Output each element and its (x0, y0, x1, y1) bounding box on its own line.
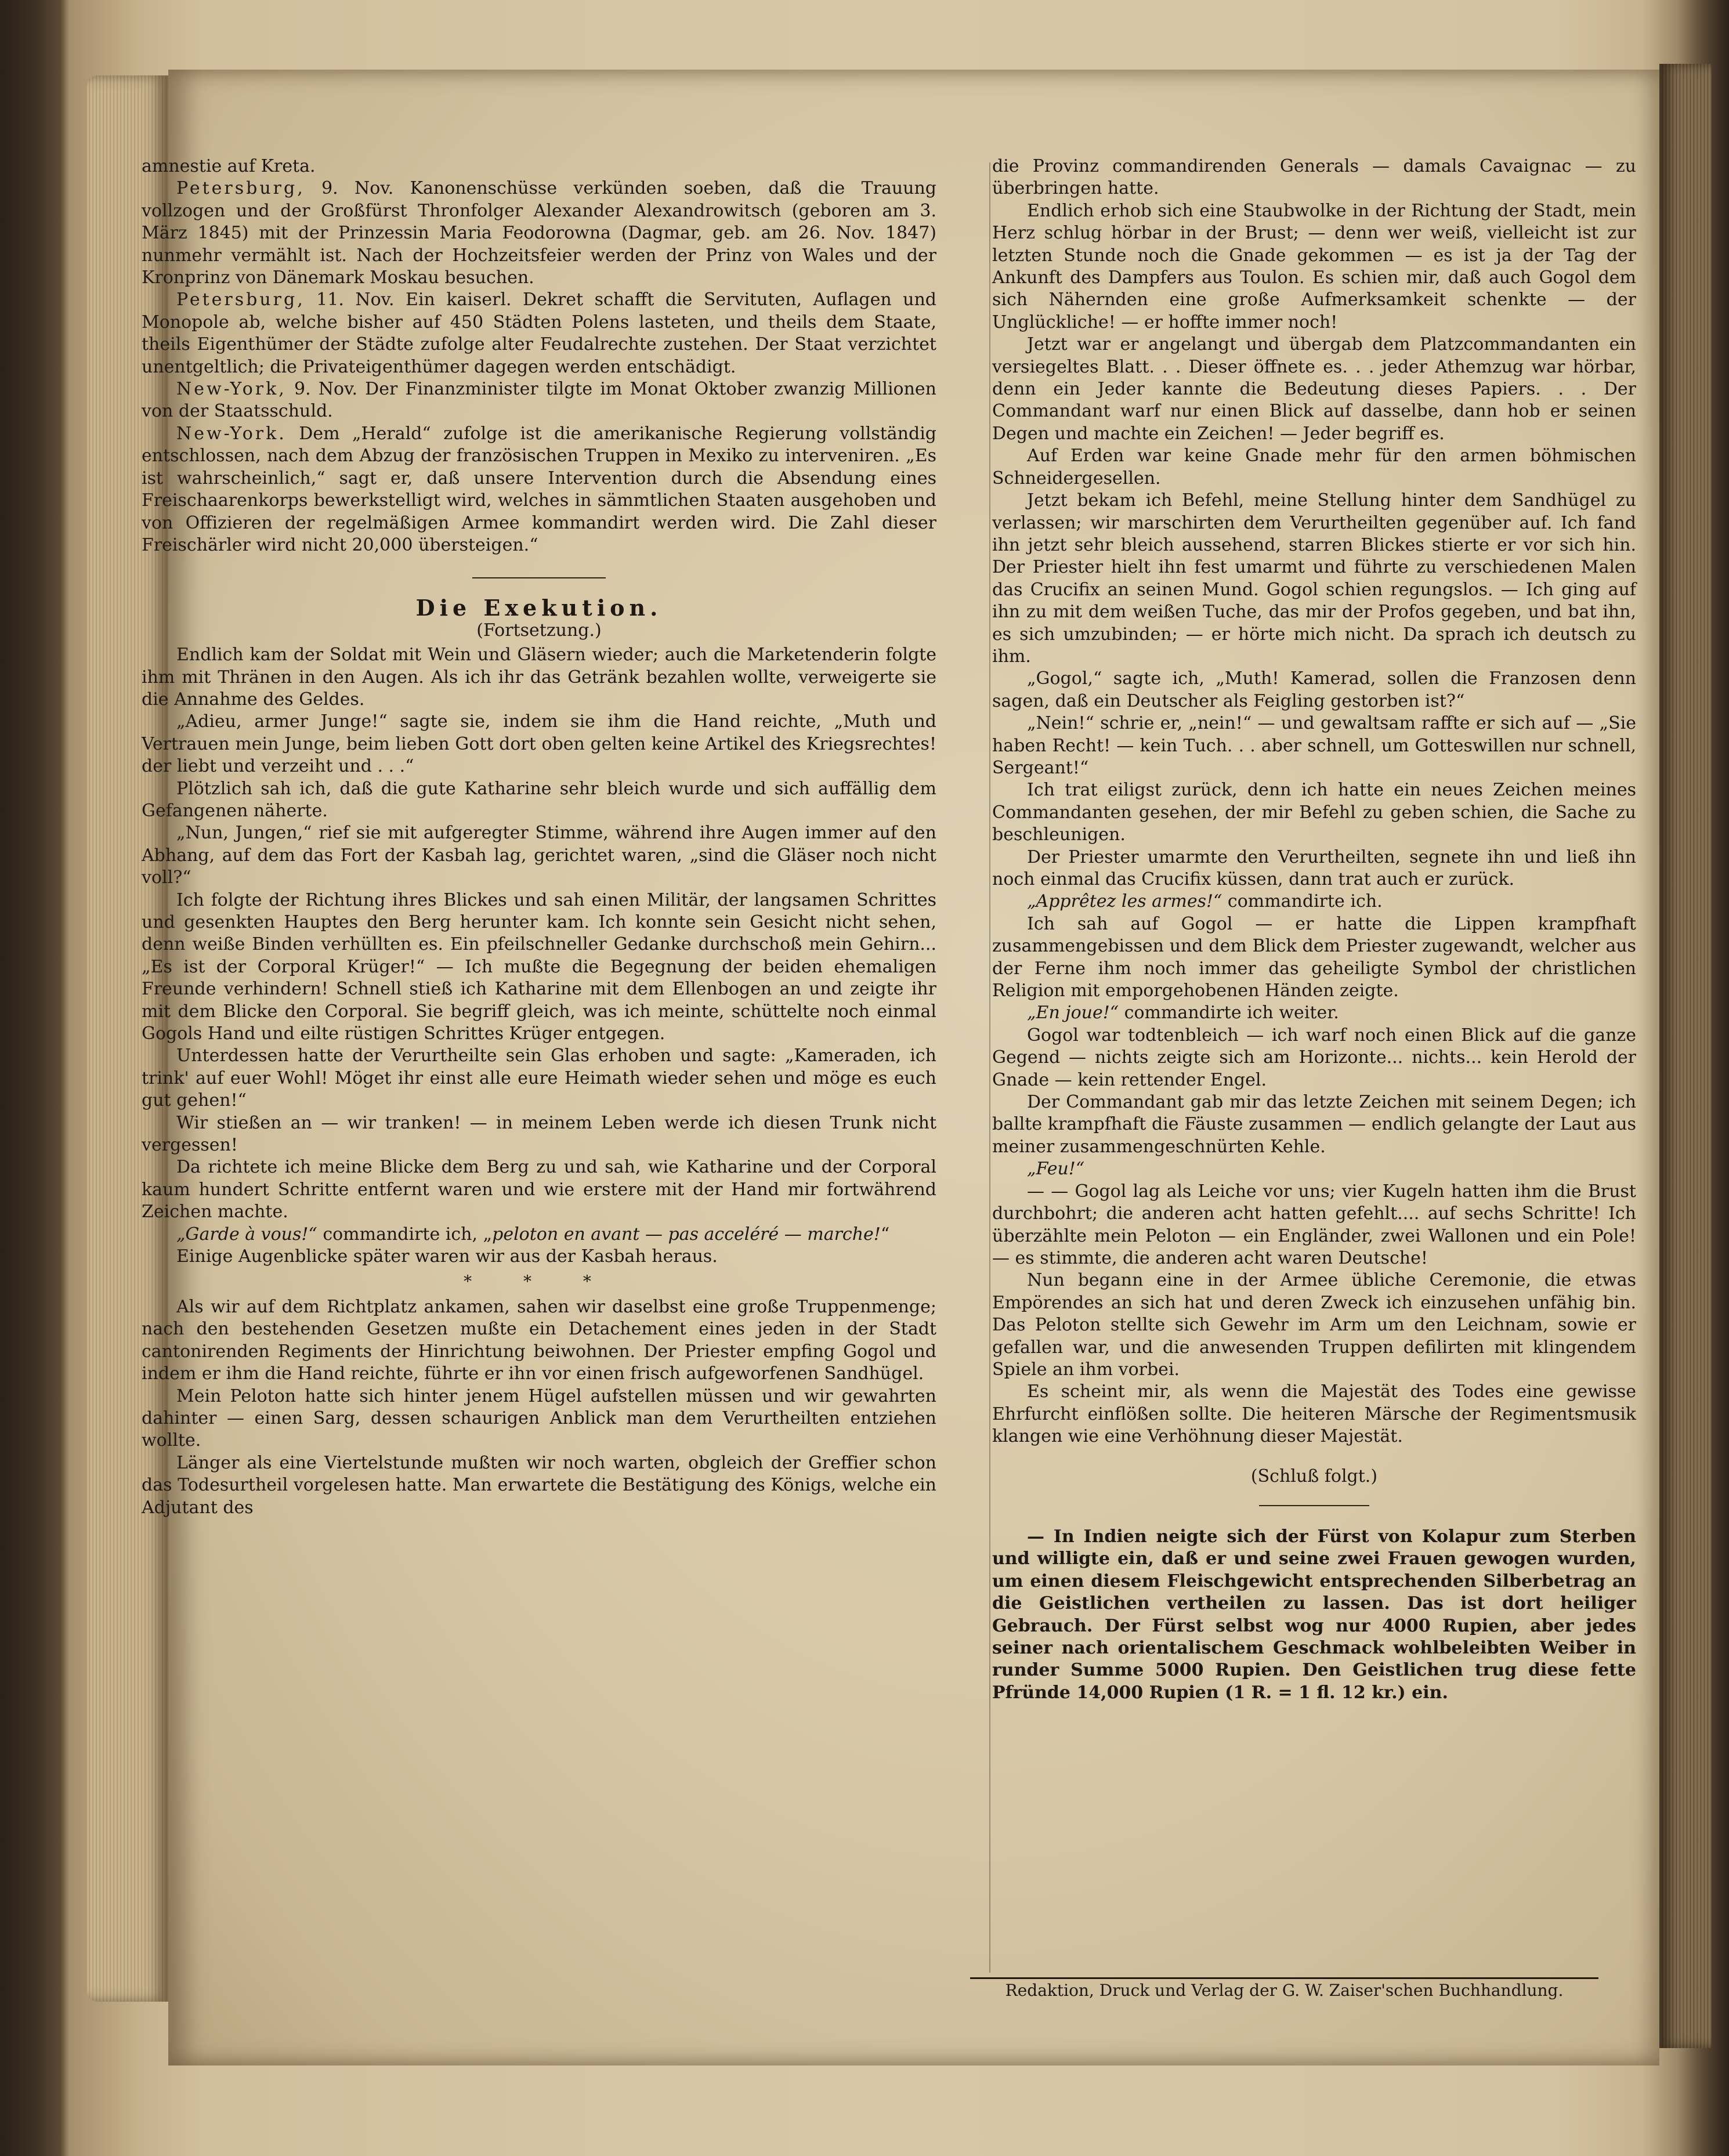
french-command: „Apprêtez les armes!“ (1027, 891, 1222, 912)
story-paragraph: Länger als eine Viertelstunde mußten wir noch warten, obgleich der Greffier schon das Todesurtheil vorgelesen hatte. Man erwartete die Bestätigung des Königs, welche ein Adjutant des (142, 1452, 936, 1518)
story-paragraph: Nun begann eine in der Armee übliche Ceremonie, die etwas Empörendes an sich hat und deren Zweck ich einzusehen unfähig bin. Das Peloton stellte sich Gewehr im Arm um den Leichnam, sowie er gefallen war, und die anwesenden Truppen defilirten mit klingendem Spiele an ihm vorbei. (992, 1270, 1636, 1380)
story-paragraph: „Gogol,“ sagte ich, „Muth! Kamerad, sollen die Franzosen denn sagen, daß ein Deutscher als Feigling gestorben ist?“ (992, 668, 1636, 711)
story-paragraph: „Nun, Jungen,“ rief sie mit aufgeregter Stimme, während ihre Augen immer auf den Abhang, auf dem das Fort der Kasbah lag, gerichtet waren, „sind die Gläser noch nicht voll?“ (142, 823, 936, 888)
story-paragraph: Jetzt war er angelangt und übergab dem Platzcommandanten ein versiegeltes Blatt. . . Dieser öffnete es. . . jeder Athemzug war hörbar, denn ein Jeder kannte die Bedeutung dieses Papiers. . . Der Commandant warf nur einen Blick auf dasselbe, dann hob er seinen Degen und machte ein Zeichen! — Jeder begriff es. (992, 334, 1636, 444)
story-text: “ (880, 1224, 890, 1245)
section-rule (1259, 1505, 1369, 1506)
dateline-place: Petersburg, (176, 178, 305, 199)
story-paragraph: „Adieu, armer Junge!“ sagte sie, indem sie ihm die Hand reichte, „Muth und Vertrauen mein Junge, beim lieben Gott dort oben gelten keine Artikel des Kriegsrechtes! der liebt und verzeiht und . . .“ (142, 711, 936, 777)
news-india: — In Indien neigte sich der Fürst von Kolapur zum Sterben und willigte ein, daß er und seine zwei Frauen gewogen wurden, um einen diesem Fleischgewicht entsprechenden Silberbetrag an die Geistlichen vertheilen zu lassen. Das ist dort heiliger Gebrauch. Der Fürst selbst wog nur 4000 Rupien, aber jedes seiner nach orientalischem Geschmack wohlbeleibten Weiber in runder Summe 5000 Rupien. Den Geistlichen trug diese fette Pfründe 14,000 Rupien (1 R. = 1 fl. 12 kr.) ein. (992, 1526, 1636, 1703)
story-paragraph: Plötzlich sah ich, daß die gute Katharine sehr bleich wurde und sich auffällig dem Gefangenen näherte. (142, 778, 936, 821)
news-newyork-2 (142, 423, 936, 556)
opening-line: amnestie auf Kreta. (142, 156, 316, 176)
to-be-continued: (Schluß folgt.) (1250, 1466, 1378, 1486)
french-command: „Garde à vous!“ (176, 1224, 317, 1245)
story-paragraph: Auf Erden war keine Gnade mehr für den armen böhmischen Schneidergesellen. (992, 446, 1636, 489)
story-paragraph: Gogol war todtenbleich — ich warf noch einen Blick auf die ganze Gegend — nichts zeigte sich am Horizonte... nichts... kein Herold der Gnade — kein rettender Engel. (992, 1025, 1636, 1090)
asterism: * * * (464, 1271, 614, 1291)
dateline-place: Petersburg, (176, 290, 305, 310)
story-paragraph: Jetzt bekam ich Befehl, meine Stellung hinter dem Sandhügel zu verlassen; wir marschirten dem Verurtheilten gegenüber auf. Ich fand ihn jetzt sehr bleich aussehend, starren Blickes stierte er vor sich hin. Der Priester hielt ihn fest umarmt und führte zu verschiedenen Malen das Crucifix an seinen Mund. Gogol schien regungslos. — Ich ging auf ihn zu mit dem weißen Tuche, das mir der Profos gegeben, und bat ihn, es sich umzubinden; — er hörte mich nicht. Da sprach ich deutsch zu ihm. (992, 490, 1636, 667)
story-paragraph: Endlich erhob sich eine Staubwolke in der Richtung der Stadt, mein Herz schlug hörbar in der Brust; — denn wer weiß, vielleicht ist zur letzten Stunde noch die Gnade gekommen — es ist ja der Tag der Ankunft des Dampfers aus Toulon. Es schien mir, daß auch Gogol dem sich Nähernden eine große Aufmerksamkeit schenkte — der Unglückliche! — er hoffte immer noch! (992, 200, 1636, 332)
dateline-place: New-York. (176, 423, 287, 444)
imprint-rule (970, 1977, 1598, 1979)
imprint: Redaktion, Druck und Verlag der G. W. Zaiser'schen Buchhandlung. (1005, 1981, 1564, 2000)
right-column (992, 155, 1636, 1704)
dateline-place: New-York, (176, 379, 287, 400)
news-text: Dem „Herald“ zufolge ist die amerikanische Regierung vollständig entschlossen, nach dem Abzug der französischen Truppen in Mexiko zu interveniren. „Es ist wahrscheinlich,“ sagt er, daß unsere Intervention durch die Absendung eines Freischaarenkorps bewerkstelligt wird, welches in sämmtlichen Staaten ausgehoben und von Offizieren der regelmäßigen Armee kommandirt werden wird. Die Zahl dieser Freischärler wird nicht 20,000 übersteigen.“ (142, 423, 936, 555)
story-text: commandirte ich weiter. (1119, 1003, 1339, 1023)
story-paragraph: Wir stießen an — wir tranken! — in meinem Leben werde ich diesen Trunk nicht vergessen! (142, 1112, 936, 1156)
story-text: commandirte ich, „ (317, 1224, 493, 1245)
story-text: commandirte ich. (1222, 891, 1383, 912)
story-paragraph: Unterdessen hatte der Verurtheilte sein Glas erhoben und sagte: „Kameraden, ich trink' auf euer Wohl! Möget ihr einst alle eure Heimath wieder sehen und möge es euch gut gehen!“ (142, 1046, 936, 1111)
story-paragraph: Da richtete ich meine Blicke dem Berg zu und sah, wie Katharine und der Corporal kaum hundert Schritte entfernt waren und wie erstere mit der Hand mir fortwährend Zeichen machte. (142, 1157, 936, 1222)
story-paragraph: Der Priester umarmte den Verurtheilten, segnete ihn und ließ ihn noch einmal das Crucifix küssen, dann trat auch er zurück. (992, 847, 1636, 889)
section-rule (472, 577, 606, 578)
story-paragraph: die Provinz commandirenden Generals — damals Cavaignac — zu überbringen hatte. (992, 156, 1636, 199)
story-paragraph: Endlich kam der Soldat mit Wein und Gläsern wieder; auch die Marketenderin folgte ihm mit Thränen in den Augen. Als ich ihr das Getränk bezahlen wollte, verweigerte sie die Annahme des Geldes. (142, 645, 936, 710)
news-text: 11. Nov. Ein kaiserl. Dekret schafft die Servituten, Auflagen und Monopole ab, welche bisher auf 450 Städten Polens lasteten, und theils dem Staate, theils Eigenthümer der Städte zufolge alter Feudalrechte zustehen. Der Staat verzichtet unentgeltlich; die Privateigenthümer dagegen werden entschädigt. (142, 290, 936, 377)
story-paragraph: Der Commandant gab mir das letzte Zeichen mit seinem Degen; ich ballte krampfhaft die Fäuste zusammen — endlich gelangte der Laut aus meiner zusammengeschnürten Kehle. (992, 1092, 1636, 1157)
left-column (142, 155, 936, 1519)
french-command: „En joue!“ (1027, 1003, 1119, 1023)
news-newyork-1 (142, 378, 936, 423)
story-paragraph: — — Gogol lag als Leiche vor uns; vier Kugeln hatten ihm die Brust durchbohrt; die anderen acht hatten gefehlt.... auf sechs Schritte! Ich überzählte mein Peloton — ein Engländer, zwei Wallonen und ein Pole! — es stimmte, die anderen acht waren Deutsche! (992, 1181, 1636, 1268)
column-divider (989, 162, 990, 1973)
story-subtitle: (Fortsetzung.) (476, 620, 602, 641)
story-paragraph: Als wir auf dem Richtplatz ankamen, sahen wir daselbst eine große Truppenmenge; nach den bestehenden Gesetzen mußte ein Detachement eines jeden in der Stadt cantonirenden Regiments der Hinrichtung beiwohnen. Der Priester empfing Gogol und indem er ihm die Hand reichte, führte er ihn vor einen frisch aufgeworfenen Sandhügel. (142, 1296, 936, 1384)
story-paragraph: „Nein!“ schrie er, „nein!“ — und gewaltsam raffte er sich auf — „Sie haben Recht! — kein Tuch. . . aber schnell, um Gotteswillen nur schnell, Sergeant!“ (992, 713, 1636, 778)
story-paragraph: Mein Peloton hatte sich hinter jenem Hügel aufstellen müssen und wir gewahrten dahinter — einen Sarg, dessen schaurigen Anblick man dem Verurtheilten entziehen wollte. (142, 1386, 936, 1451)
news-petersburg-1 (142, 178, 936, 289)
story-paragraph: Ich sah auf Gogol — er hatte die Lippen krampfhaft zusammengebissen und dem Blick dem Priester zugewandt, welcher aus der Ferne ihm noch immer das geheiligte Symbol der christlichen Religion mit emporgehobenen Händen zeigte. (992, 913, 1636, 1001)
book-page-edges-right (1659, 64, 1712, 2048)
story-paragraph: Einige Augenblicke später waren wir aus der Kasbah heraus. (176, 1246, 718, 1267)
french-command: peloton en avant — pas acceléré — marche! (492, 1224, 881, 1245)
story-paragraph (992, 1002, 1636, 1024)
news-text: 9. Nov. Der Finanzminister tilgte im Monat Oktober zwanzig Millionen von der Staatsschuld. (142, 379, 936, 422)
story-paragraph: Ich folgte der Richtung ihres Blickes und sah einen Militär, der langsamen Schrittes und gesenkten Hauptes den Berg herunter kam. Ich konnte sein Gesicht nicht sehen, denn weiße Binden verhüllten es. Ein pfeilschneller Gedanke durchschoß mein Gehirn... „Es ist der Corporal Krüger!“ — Ich mußte die Begegnung der beiden ehemaligen Freunde verhindern! Schnell stieß ich Katharine mit dem Ellenbogen an und zeigte ihr mit dem Blicke den Corporal. Sie begriff gleich, was ich meinte, schüttelte noch einmal Gogols Hand und eilte rüstigen Schrittes Krüger entgegen. (142, 889, 936, 1044)
story-paragraph (142, 1224, 936, 1246)
story-paragraph: Es scheint mir, als wenn die Majestät des Todes eine gewisse Ehrfurcht einflößen sollte. Die heiteren Märsche der Regimentsmusik klangen wie eine Verhöhnung dieser Majestät. (992, 1381, 1636, 1447)
story-paragraph: Ich trat eiligst zurück, denn ich hatte ein neues Zeichen meines Commandanten gesehen, der mir Befehl zu geben schien, die Sache zu beschleunigen. (992, 780, 1636, 845)
story-title: Die Exekution. (415, 595, 663, 621)
story-paragraph: „Feu!“ (1027, 1159, 1085, 1180)
news-text: 9. Nov. Kanonenschüsse verkünden soeben, daß die Trauung vollzogen und der Großfürst Thronfolger Alexander Alexandrowitsch (geboren am 3. März 1845) mit der Prinzessin Maria Feodorowna (Dagmar, geb. am 26. Nov. 1847) nunmehr vermählt ist. Nach der Hochzeitsfeier werden der Prinz von Wales und der Kronprinz von Dänemark Moskau besuchen. (142, 178, 936, 288)
news-petersburg-2 (142, 289, 936, 378)
story-paragraph (992, 891, 1636, 913)
